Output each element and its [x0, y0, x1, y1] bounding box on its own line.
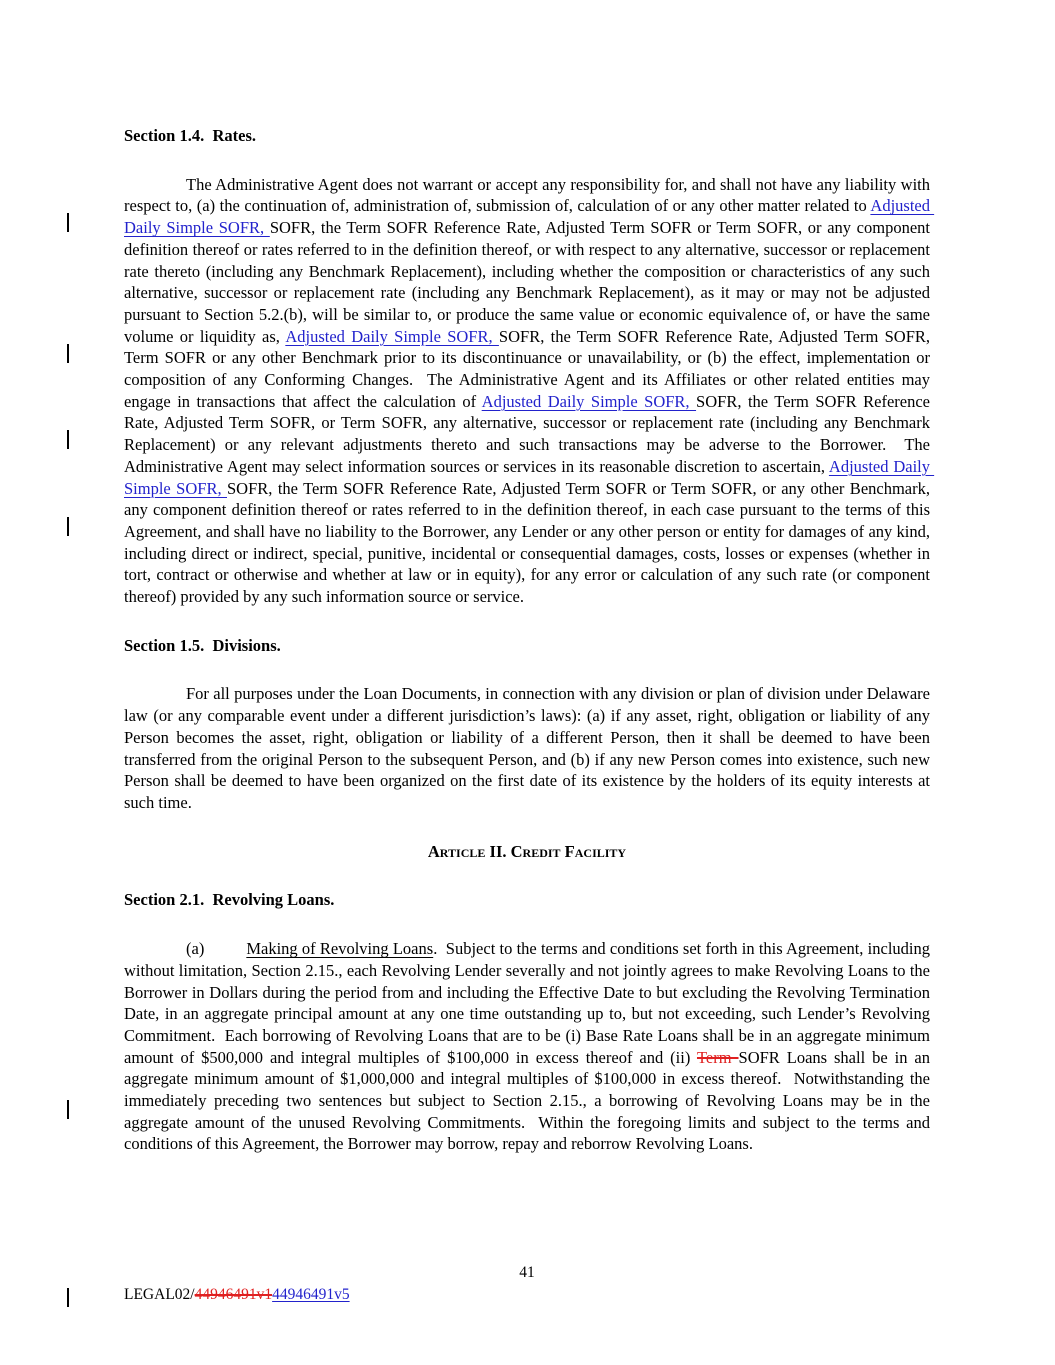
section-2-1-heading	[124, 889, 930, 911]
document-content	[124, 125, 935, 1155]
text-run: SOFR, the Term SOFR Reference Rate, Adjusted Term SOFR, or Term SOFR, any alternative, successor or replacement rate (including any Benchmark Replacement) or any relevant adjustments thereto and such transactions may be adverse to the Borrower. The Administrative Agent may select information sources or services in its reasonable discretion to ascertain,	[124, 391, 935, 476]
change-bar	[67, 517, 69, 536]
text-run: For all purposes under the Loan Documents, in connection with any division or plan of division under Delaware law (or any comparable event under a different jurisdiction’s laws): (a) if any asset, right, obligation or liability of any Person becomes the asset, right, obligation or liability of a different Person, then it shall be deemed to have been transferred from the original Person to the subsequent Person, and (b) if any new Person comes into existence, such new Person shall be deemed to have been organized on the first date of its existence by the holders of its equity interests at such time.	[124, 684, 935, 812]
text-run: Section 2.1. Revolving Loans.	[124, 890, 335, 910]
doc-id-prefix: LEGAL02/	[124, 1286, 195, 1303]
doc-id-deleted-text: 44946491v1	[194, 1286, 273, 1303]
text-run: Article II. Credit Facility	[427, 841, 627, 861]
document-id-footer	[124, 1286, 350, 1304]
tab-space	[204, 938, 246, 960]
text-run: (a)	[186, 939, 205, 959]
text-run: SOFR, the Term SOFR Reference Rate, Adjusted Term SOFR or Term SOFR, or any component definition thereof or rates referred to in the definition thereof, or with respect to any alternative, successor or replacement rate thereto (including any Benchmark Replacement), including whether the composition or characteristics of any such alternative, successor or replacement rate (including any Benchmark Replacement), as it may or may not be adjusted pursuant to Section 5.2.(b), will be similar to, or produce the same value or economic equivalence of, or have the same volume or liquidity as,	[124, 218, 935, 346]
section-1-5-heading	[124, 635, 930, 657]
page-number: 41	[519, 1264, 535, 1281]
underlined-text: Making of Revolving Loans	[246, 939, 434, 959]
change-bar	[67, 344, 69, 363]
section-1-5-body	[124, 683, 935, 813]
change-bar	[67, 1100, 69, 1119]
text-run: . Subject to the terms and conditions set forth in this Agreement, including without limitation, Section 2.15., each Revolving Lender severally and not jointly agrees to make Revolving Loans to the Borrower in Dollars during the period from and including the Effective Date to but excluding the Revolving Termination Date, in an aggregate principal amount at any one time outstanding up to, but not exceeding, such Lender’s Revolving Commitment. Each borrowing of Revolving Loans that are to be (i) Base Rate Loans shall be in an aggregate minimum amount of $500,000 and integral multiples of $100,000 in excess thereof and (ii)	[124, 939, 935, 1067]
inserted-text: Adjusted Daily Simple SOFR,	[124, 456, 935, 498]
change-bar	[67, 430, 69, 449]
text-run: SOFR Loans shall be in an aggregate minimum amount of $1,000,000 and integral multiples of $100,000 in excess thereof. Notwithstanding the immediately preceding two sentences but subject to Section 2.15., a borrowing of Revolving Loans may be in the aggregate amount of the unused Revolving Commitments. Within the foregoing limits and subject to the terms and conditions of this Agreement, the Borrower may borrow, repay and reborrow Revolving Loans.	[124, 1047, 935, 1154]
text-run: The Administrative Agent does not warrant or accept any responsibility for, and shall not have any liability with respect to, (a) the continuation of, administration of, submission of, calculation of or any other matter related to	[124, 174, 935, 216]
section-1-4-heading	[124, 125, 930, 147]
inserted-text: Adjusted Daily Simple SOFR,	[481, 391, 697, 411]
deleted-text: Term	[696, 1047, 739, 1067]
doc-id-inserted-text: 44946491v5	[272, 1286, 350, 1303]
section-2-1-a-body	[124, 938, 935, 1155]
inserted-text: Adjusted Daily Simple SOFR,	[285, 326, 499, 346]
text-run: Section 1.4. Rates.	[124, 126, 256, 145]
text-run: SOFR, the Term SOFR Reference Rate, Adjusted Term SOFR or Term SOFR, or any other Benchmark, any component definition thereof or rates referred to in the definition thereof, in each case pursuant to the terms of this Agreement, and shall have no liability to the Borrower, any Lender or any other person or entity for damages of any kind, including direct or indirect, special, punitive, incidental or consequential damages, costs, losses or expenses (whether in tort, contract or otherwise and whether at law or in equity), for any error or calculation of any such rate (or component thereof) provided by any such information source or service.	[124, 478, 935, 607]
change-bar	[67, 213, 69, 232]
change-bar	[67, 1288, 69, 1307]
text-run: Section 1.5. Divisions.	[124, 635, 281, 655]
text-run: SOFR, the Term SOFR Reference Rate, Adjusted Term SOFR, Term SOFR or any other Benchmark prior to its discontinuance or unavailability, or (b) the effect, implementation or composition of any Conforming Changes. The Administrative Agent and its Affiliates or other related entities may engage in transactions that affect the calculation of	[124, 326, 935, 411]
inserted-text: Adjusted Daily Simple SOFR,	[124, 196, 935, 238]
article-2-heading	[124, 841, 930, 863]
section-1-4-body	[124, 174, 935, 608]
